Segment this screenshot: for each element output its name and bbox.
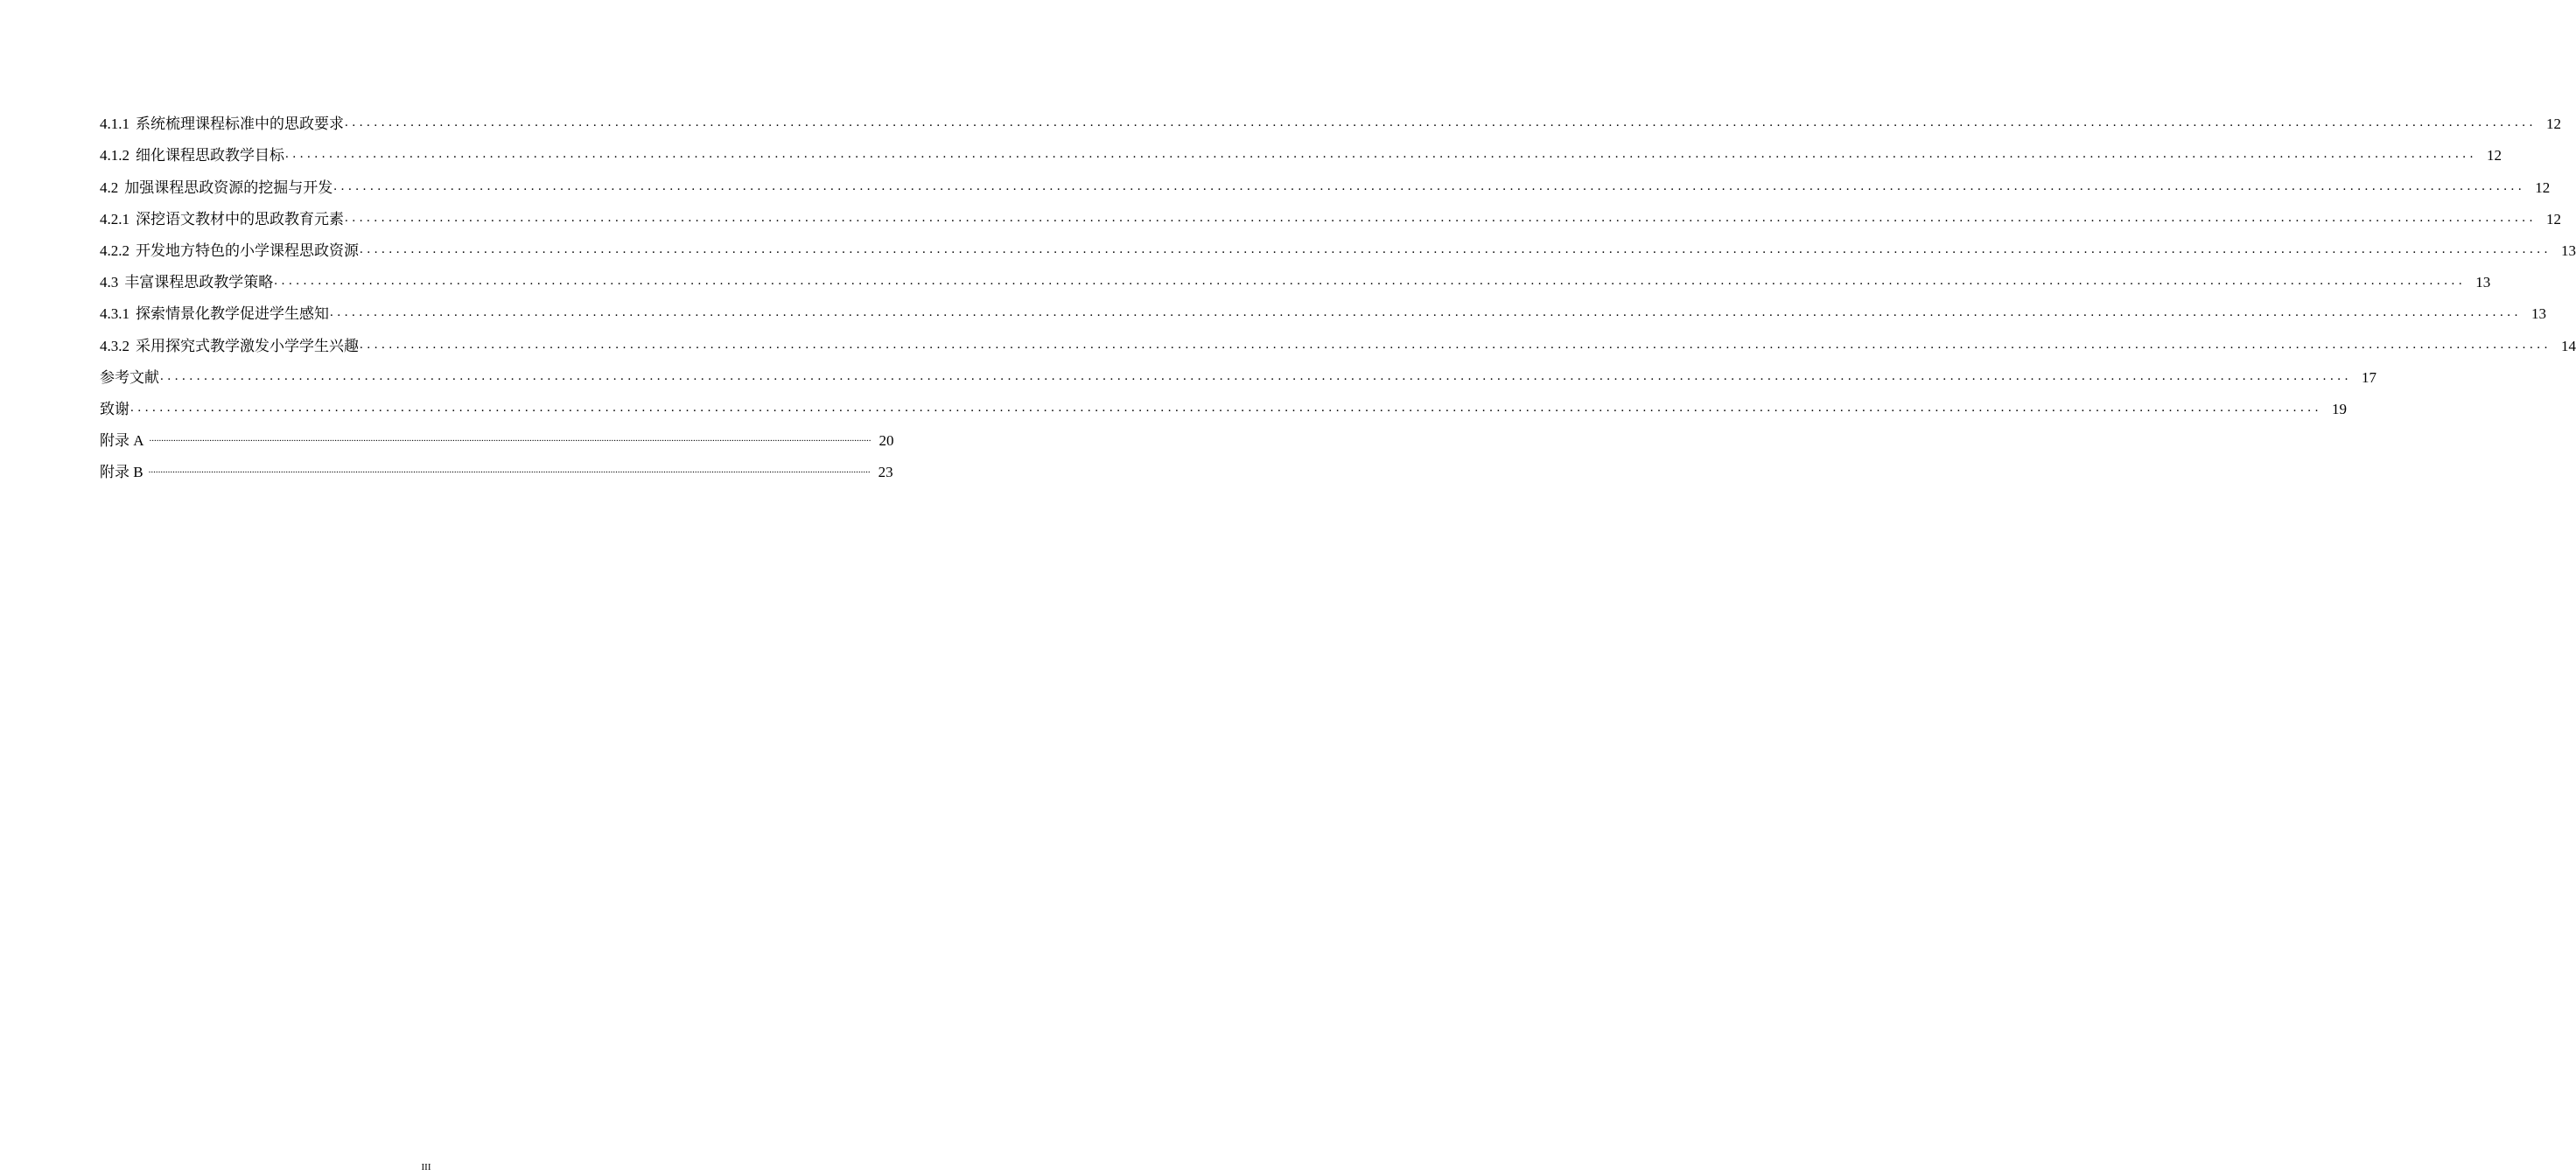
toc-entry-text: 开发地方特色的小学课程思政资源 [136,242,359,259]
toc-dot-leader: ............................................................................................................................................................................................................................................................................................................ [345,210,2537,225]
toc-entry-page: 23 [878,464,893,481]
toc-entry-number: 4.2.2 [100,242,130,259]
toc-entry-references[interactable] [100,357,2376,388]
toc-entry-page: 12 [2535,178,2551,196]
toc-entry[interactable] [100,166,2551,198]
table-of-contents [100,103,2576,483]
toc-entry-title [100,241,359,262]
toc-entry-appendix-b[interactable] [100,452,893,483]
toc-entry-number: 4.3 [100,274,119,291]
toc-entry[interactable] [100,135,2502,166]
toc-dot-leader: ............................................................................................................................................................................................................................................................................................................ [360,242,2552,256]
toc-entry-number: 4.1.2 [100,147,130,164]
toc-entry[interactable] [100,293,2546,325]
toc-entry-title [100,114,344,135]
toc-entry-number: 4.1.1 [100,116,130,133]
toc-entry[interactable] [100,325,2576,356]
toc-entry-text: 附录 B [100,464,144,481]
toc-dot-leader: ............................................................................................................................................................................................................................................................................................................ [160,368,2352,383]
toc-entry-appendix-a[interactable] [100,420,894,452]
toc-dot-leader: ............................................................................................................................................................................................................................................................................................................ [360,337,2552,352]
toc-entry-page: 12 [2546,210,2561,228]
toc-entry-number: 4.3.1 [100,305,130,323]
toc-dot-leader: ............................................................................................................................................................................................................................................................................................................ [330,305,2522,320]
toc-dot-leader: ............................................................................................................................................................................................................................................................................................................ [345,116,2537,130]
toc-entry-text: 细化课程思政教学目标 [136,147,284,164]
toc-dot-leader: ............................................................................................................................................................................................................................................................................................................ [130,400,2322,415]
toc-entry-title [100,399,130,420]
toc-dot-leader: ............................................................................................................................................................................................................................................................................................................ [274,274,2467,289]
toc-entry-text: 致谢 [100,400,130,417]
toc-entry-title [100,304,329,325]
toc-entry-page: 13 [2561,242,2576,259]
page-number: III [421,1162,431,1172]
toc-dot-leader: ............................................................................................................................................................................................................................................................................................................ [285,147,2477,162]
toc-entry-acknowledgements[interactable] [100,388,2347,420]
toc-entry-number: 4.2.1 [100,210,130,228]
toc-entry-number: 4.2 [100,178,119,196]
toc-entry-text: 系统梳理课程标准中的思政要求 [136,116,344,133]
toc-dot-leader: ............................................................................................................................................................................................................................................................................................................ [333,178,2526,193]
toc-entry-page: 19 [2332,400,2347,417]
toc-dot-leader: ............................................................................................................................................................................................................................................................................................................ [149,433,872,444]
toc-entry-title [100,272,273,293]
toc-entry-text: 探索情景化教学促进学生感知 [136,305,329,323]
toc-entry-title [100,368,159,388]
toc-entry-title [100,209,344,230]
toc-entry-title [100,145,284,166]
toc-entry-page: 13 [2531,305,2546,323]
toc-entry-title [100,430,144,452]
toc-entry-page: 12 [2487,147,2502,164]
toc-entry-page: 12 [2546,116,2561,133]
toc-entry[interactable] [100,230,2576,262]
toc-entry[interactable] [100,262,2491,293]
toc-entry[interactable] [100,199,2561,230]
toc-entry-page: 14 [2561,337,2576,354]
toc-entry-title [100,462,144,483]
toc-entry-text: 参考文献 [100,368,159,386]
toc-entry-text: 加强课程思政资源的挖掘与开发 [124,178,333,196]
toc-entry-title [100,178,332,199]
toc-entry-title [100,336,359,357]
toc-entry-text: 采用探究式教学激发小学学生兴趣 [136,337,359,354]
toc-entry-page: 13 [2475,274,2491,291]
toc-entry-page: 17 [2362,368,2376,386]
toc-dot-leader: ............................................................................................................................................................................................................................................................................................................ [148,465,871,476]
toc-entry-text: 附录 A [100,432,144,450]
toc-entry-text: 丰富课程思政教学策略 [124,274,274,291]
toc-entry[interactable] [100,103,2561,135]
toc-entry-text: 深挖语文教材中的思政教育元素 [136,210,344,228]
toc-entry-number: 4.3.2 [100,337,130,354]
toc-entry-page: 20 [878,432,894,450]
